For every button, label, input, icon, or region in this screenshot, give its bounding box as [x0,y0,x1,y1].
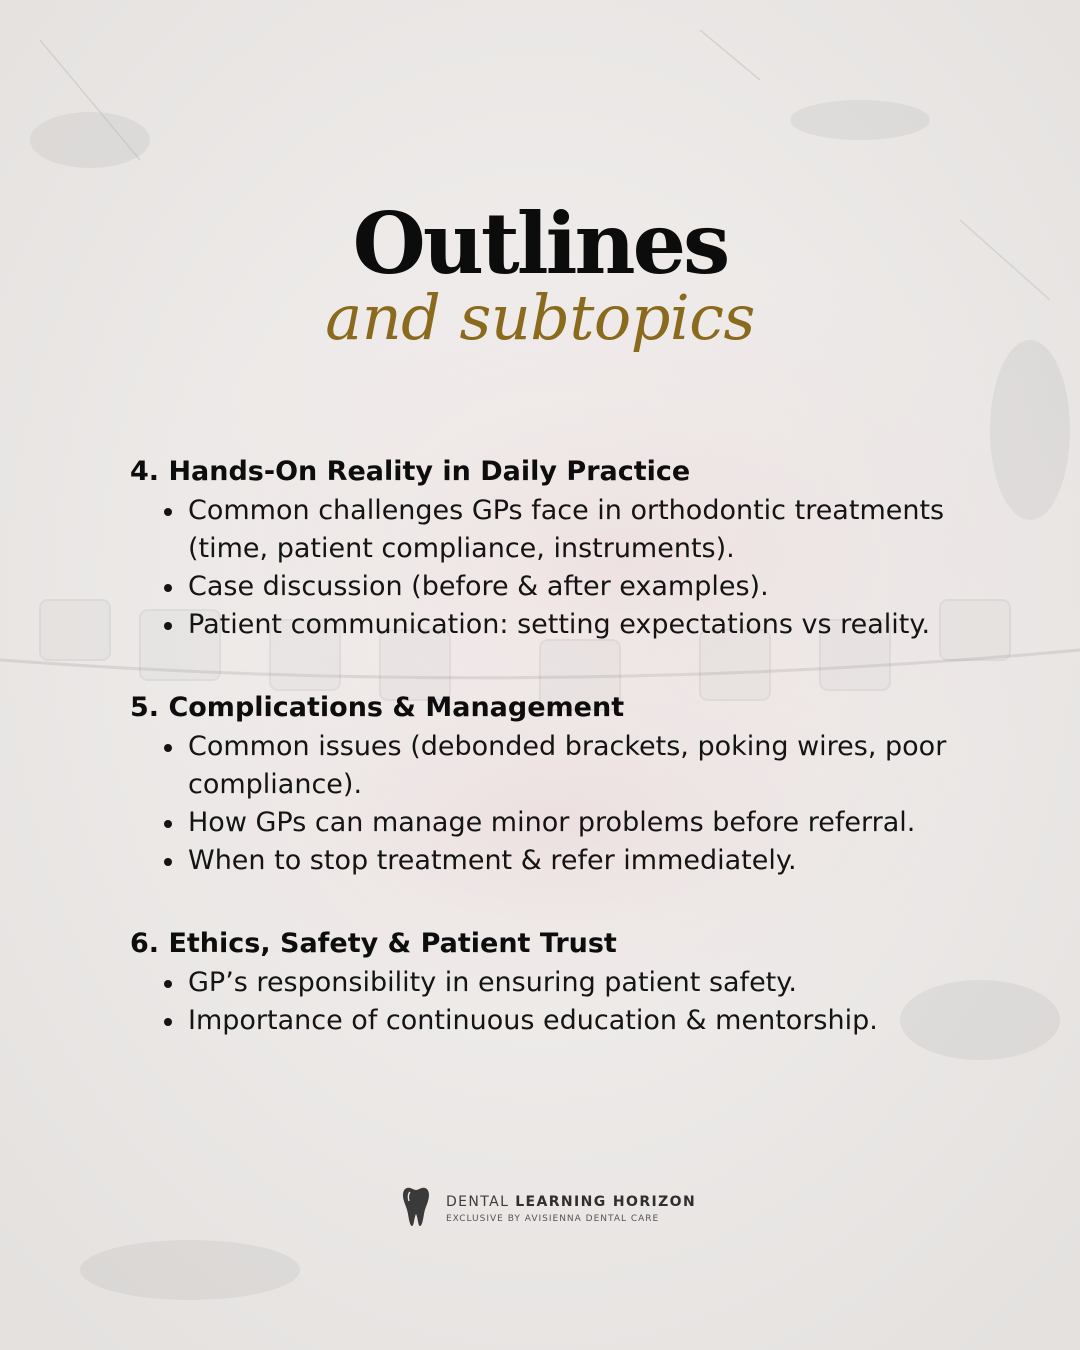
list-item: Importance of continuous education & mentorship. [188,1002,1010,1040]
list-item: Common challenges GPs face in orthodontic treatments (time, patient compliance, instruments). [188,492,1010,568]
brand-name: DENTAL LEARNING HORIZON [446,1194,697,1210]
tooth-icon [402,1186,430,1228]
section-hands-on-reality [130,452,1010,644]
list-item: GP’s responsibility in ensuring patient safety. [188,964,1010,1002]
section-complications [130,688,1010,880]
bullet-list [130,964,1010,1040]
section-heading: 5. Complications & Management [130,692,625,723]
list-item: Common issues (debonded brackets, poking wires, poor compliance). [188,728,1010,804]
bullet-list [130,728,1010,880]
section-heading: 4. Hands-On Reality in Daily Practice [130,456,691,487]
bullet-list [130,492,1010,644]
outline-content [130,452,1010,1084]
list-item: Patient communication: setting expectations vs reality. [188,606,1010,644]
list-item: Case discussion (before & after examples). [188,568,1010,606]
section-ethics-safety [130,924,1010,1040]
list-item: When to stop treatment & refer immediately. [188,842,1010,880]
section-heading: 6. Ethics, Safety & Patient Trust [130,928,617,959]
brand-footer [402,1186,697,1232]
page-title: Outlines [352,194,728,293]
list-item: How GPs can manage minor problems before referral. [188,804,1010,842]
brand-tagline: EXCLUSIVE BY AVISIENNA DENTAL CARE [446,1214,660,1224]
page-subtitle: and subtopics [325,281,755,354]
